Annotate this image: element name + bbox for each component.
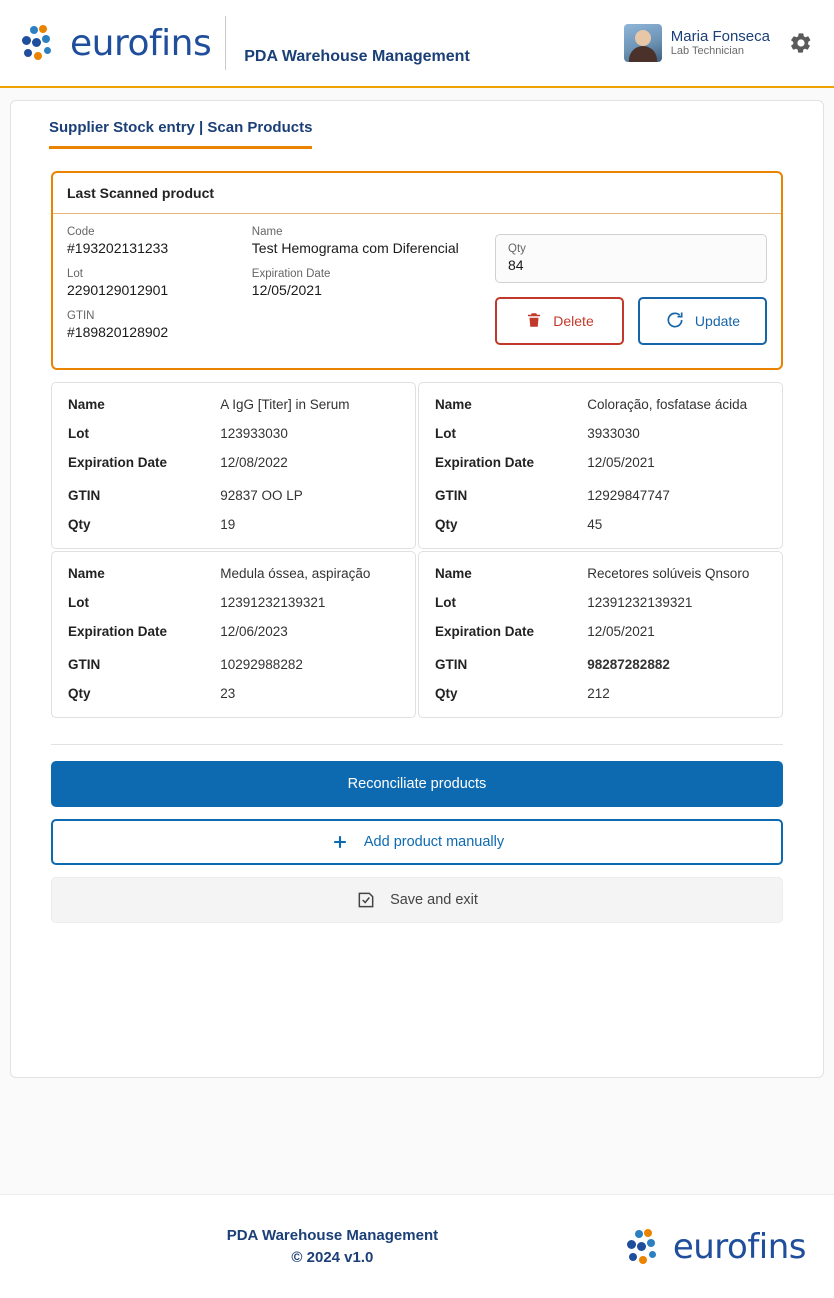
lot-value: 2290129012901 (67, 282, 169, 298)
product-qty-label: Qty (435, 517, 458, 532)
delete-button[interactable] (495, 297, 624, 345)
product-card[interactable] (418, 551, 783, 718)
product-gtin-label: GTIN (435, 488, 468, 503)
eurofins-dots-icon (20, 23, 60, 63)
page-title: Supplier Stock entry | Scan Products (49, 119, 312, 149)
qty-value: 84 (508, 257, 524, 273)
field-name (252, 226, 487, 256)
product-card[interactable] (51, 382, 416, 549)
product-qty-label: Qty (435, 686, 458, 701)
product-card[interactable] (418, 382, 783, 549)
update-button[interactable] (638, 297, 767, 345)
save-and-exit-button[interactable] (51, 877, 783, 923)
expiration-label: Expiration Date (251, 268, 331, 280)
product-grid (51, 382, 783, 718)
product-name-value: Recetores solúveis Qnsoro (587, 566, 750, 581)
product-name-label: Name (68, 397, 105, 412)
actions-divider (51, 744, 783, 745)
app-header (0, 0, 834, 88)
product-qty-label: Qty (68, 686, 91, 701)
product-lot-label: Lot (68, 426, 89, 441)
product-lot-label: Lot (68, 595, 89, 610)
lot-label: Lot (67, 268, 83, 280)
product-gtin-label: GTIN (68, 488, 101, 503)
name-label: Name (251, 226, 283, 238)
product-expiration-value: 12/05/2021 (587, 624, 655, 639)
user-menu[interactable] (624, 24, 770, 62)
product-gtin-value: 12929847747 (587, 488, 670, 503)
footer-copyright: © 2024 v1.0 (291, 1248, 374, 1266)
product-name-label: Name (68, 566, 105, 581)
product-lot-value: 123933030 (220, 426, 288, 441)
product-lot-value: 12391232139321 (220, 595, 326, 610)
product-name-value: Medula óssea, aspiração (220, 566, 371, 581)
field-code (67, 226, 252, 256)
actions-panel (51, 761, 783, 923)
product-expiration-value: 12/06/2023 (220, 624, 288, 639)
product-qty-value: 19 (220, 517, 236, 532)
last-scanned-details (67, 226, 487, 352)
add-product-manually-button[interactable] (51, 819, 783, 865)
refresh-icon (665, 310, 685, 333)
product-gtin-value: 10292988282 (220, 657, 303, 672)
reconciliate-products-button[interactable] (51, 761, 783, 807)
product-lot-label: Lot (435, 595, 456, 610)
save-check-icon (356, 890, 376, 910)
product-expiration-label: Expiration Date (68, 624, 168, 639)
product-qty-value: 212 (587, 686, 610, 701)
product-lot-label: Lot (435, 426, 456, 441)
gtin-label: GTIN (67, 310, 95, 322)
product-name-value: A IgG [Titer] in Serum (220, 397, 350, 412)
add-product-manually-label: Add product manually (363, 834, 505, 850)
app-footer (0, 1194, 834, 1298)
footer-brand-name: eurofins (672, 1226, 806, 1267)
product-qty-label: Qty (68, 517, 91, 532)
product-expiration-label: Expiration Date (435, 455, 535, 470)
product-card[interactable] (51, 551, 416, 718)
expiration-value: 12/05/2021 (251, 282, 322, 298)
trash-icon (525, 311, 543, 332)
qty-input[interactable] (495, 234, 767, 283)
main-card (10, 100, 824, 1078)
avatar (624, 24, 662, 62)
product-expiration-label: Expiration Date (68, 455, 168, 470)
product-qty-value: 45 (587, 517, 603, 532)
code-label: Code (67, 226, 95, 238)
delete-button-label: Delete (553, 313, 594, 329)
header-right (624, 24, 814, 62)
product-name-label: Name (435, 566, 472, 581)
footer-title: PDA Warehouse Management (226, 1226, 439, 1244)
product-gtin-value: 92837 OO LP (220, 488, 303, 503)
user-name: Maria Fonseca (670, 27, 770, 45)
product-name-label: Name (435, 397, 472, 412)
product-gtin-label: GTIN (435, 657, 468, 672)
eurofins-dots-icon (625, 1227, 665, 1267)
field-lot (67, 268, 252, 298)
qty-label: Qty (508, 243, 526, 255)
save-and-exit-label: Save and exit (390, 892, 478, 908)
gtin-value: #189820128902 (67, 324, 169, 340)
page-body (0, 88, 834, 1194)
brand-logo (20, 23, 211, 64)
reconciliate-products-label: Reconciliate products (347, 776, 487, 792)
code-value: #193202131233 (67, 240, 169, 256)
update-button-label: Update (694, 313, 741, 329)
footer-logo (625, 1227, 806, 1267)
brand-name: eurofins (70, 22, 212, 64)
footer-text (40, 1225, 625, 1269)
header-divider (225, 16, 226, 70)
product-qty-value: 23 (220, 686, 236, 701)
product-expiration-value: 12/08/2022 (220, 455, 288, 470)
last-scanned-header: Last Scanned product (53, 173, 781, 214)
product-expiration-value: 12/05/2021 (587, 455, 655, 470)
field-expiration (252, 268, 487, 298)
product-gtin-label: GTIN (68, 657, 101, 672)
product-lot-value: 3933030 (587, 426, 640, 441)
user-role: Lab Technician (670, 45, 744, 58)
name-value: Test Hemograma com Diferencial (251, 240, 459, 256)
app-title: PDA Warehouse Management (244, 48, 470, 65)
product-lot-value: 12391232139321 (587, 595, 693, 610)
product-gtin-value: 98287282882 (587, 657, 670, 672)
plus-icon (330, 832, 350, 852)
last-scanned-panel (51, 171, 783, 370)
product-expiration-label: Expiration Date (435, 624, 535, 639)
field-gtin (67, 310, 487, 340)
product-name-value: Coloração, fosfatase ácida (587, 397, 748, 412)
gear-icon[interactable] (788, 30, 814, 56)
